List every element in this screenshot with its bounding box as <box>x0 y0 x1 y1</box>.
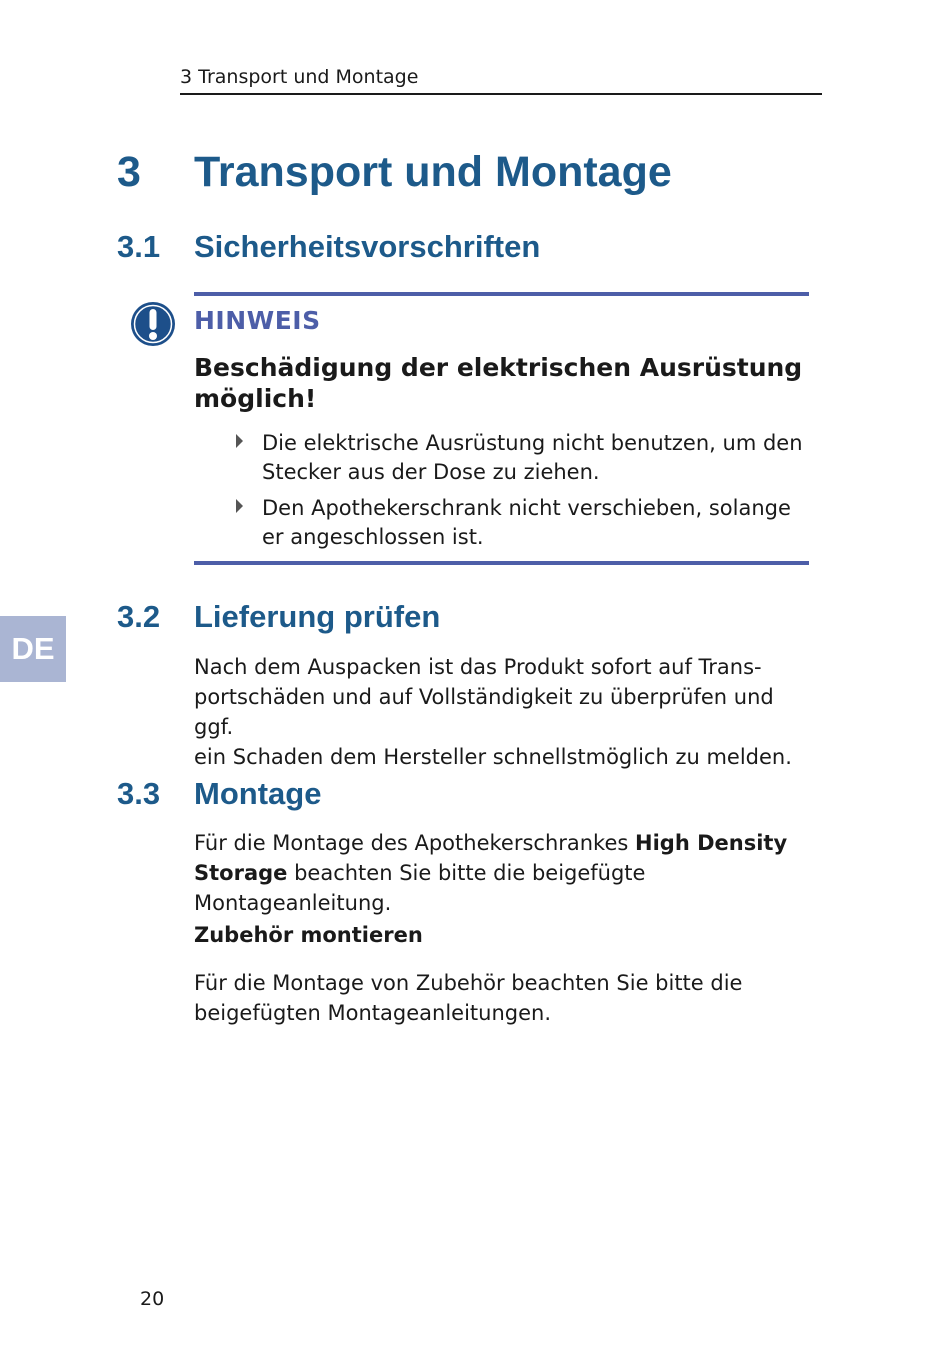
section-1-title: Sicherheitsvorschriften <box>194 229 541 264</box>
body-text-part: Für die Montage des Apothekerschrankes <box>194 831 636 855</box>
exclamation-circle-icon <box>130 301 176 347</box>
body-line: beigefügten Montageanleitungen. <box>194 1001 551 1025</box>
running-header: 3 Transport und Montage <box>180 66 419 88</box>
notice-bullet: Den Apothekerschrank nicht verschieben, solange er angeschlossen ist. <box>262 496 791 549</box>
section-3-number: 3.3 <box>117 776 161 811</box>
section-2-body <box>194 652 814 772</box>
bullet-arrow-icon <box>234 433 246 449</box>
body-line: Nach dem Auspacken ist das Produkt sofort auf Trans- <box>194 655 762 679</box>
body-line: ein Schaden dem Hersteller schnellstmöglich zu melden. <box>194 745 792 769</box>
section-1-number: 3.1 <box>117 229 161 264</box>
body-line: Für die Montage von Zubehör beachten Sie bitte die <box>194 971 743 995</box>
section-2-title: Lieferung prüfen <box>194 599 441 634</box>
bullet-arrow-icon <box>234 498 246 514</box>
chapter-title: Transport und Montage <box>194 148 672 196</box>
language-tab-label: DE <box>11 631 55 666</box>
notice-top-rule <box>194 292 809 296</box>
chapter-number: 3 <box>117 148 141 196</box>
body-line: portschäden und auf Vollständigkeit zu überprüfen und ggf. <box>194 685 774 739</box>
body-text-part: beachten Sie bitte die beigefügte Montageanleitung. <box>194 861 646 915</box>
notice-subtitle: Beschädigung der elektrischen Ausrüstung möglich! <box>194 353 803 413</box>
section-2-number: 3.2 <box>117 599 161 634</box>
product-name: High Density <box>635 831 788 855</box>
notice-label: HINWEIS <box>194 306 321 335</box>
language-tab <box>0 616 66 682</box>
notice-bullet: Die elektrische Ausrüstung nicht benutzen, um den Stecker aus der Dose zu ziehen. <box>262 431 803 484</box>
header-rule <box>180 93 822 95</box>
product-name: Storage <box>194 861 288 885</box>
subsection-body <box>194 968 814 1028</box>
section-3-body <box>194 828 814 918</box>
page-number: 20 <box>140 1288 165 1310</box>
section-3-title: Montage <box>194 776 322 811</box>
notice-bottom-rule <box>194 561 809 565</box>
subheading: Zubehör montieren <box>194 923 423 947</box>
